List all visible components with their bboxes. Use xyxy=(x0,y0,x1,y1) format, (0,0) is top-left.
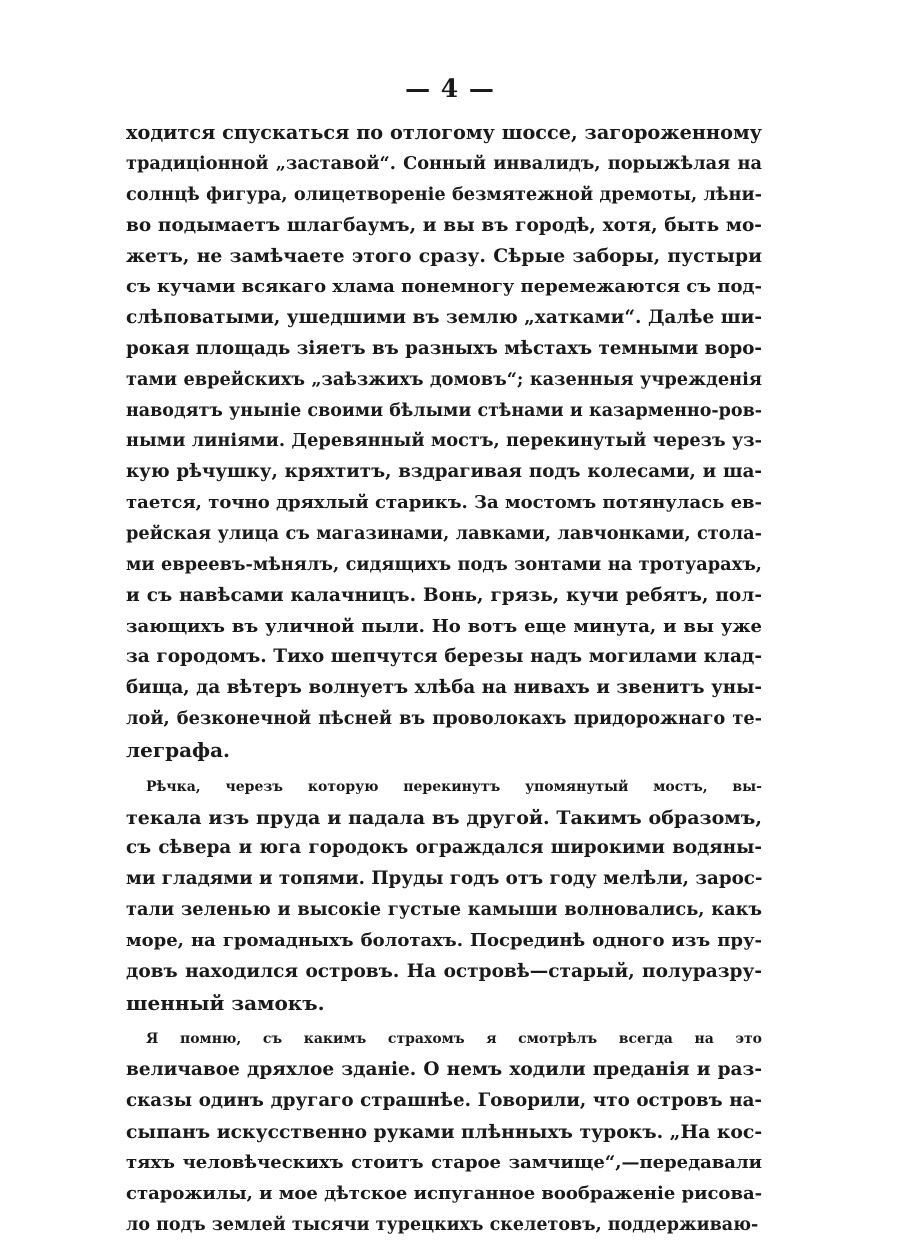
text-line: традиціонной „заставой“. Сонный инвалидъ, порыжѣлая на xyxy=(126,152,762,174)
text-line: съ сѣвера и юга городокъ ограждался широкими водяны- xyxy=(126,837,762,859)
text-line: море, на громадныхъ болотахъ. Посрединѣ одного изъ пру- xyxy=(126,929,762,951)
text-line: лой, безконечной пѣсней въ проволокахъ придорожнаго те- xyxy=(126,708,762,730)
text-line: солнцѣ фигура, олицетвореніе безмятежной дремоты, лѣни- xyxy=(126,183,762,205)
text-line: величавое дряхлое зданіе. О немъ ходили преданія и раз- xyxy=(126,1059,762,1081)
text-line: текала изъ пруда и падала въ другой. Такимъ образомъ, xyxy=(126,806,762,829)
text-line: тали зеленью и высокіе густые камыши волновались, какъ xyxy=(126,899,762,921)
paragraph-3 xyxy=(126,1024,762,1240)
text-line: съ кучами всякаго хлама понемногу перемежаются съ под- xyxy=(126,276,762,298)
text-line: леграфа. xyxy=(126,737,230,762)
text-line: и съ навѣсами калачницъ. Вонь, грязь, кучи ребятъ, пол- xyxy=(126,584,762,606)
text-line: Я помню, съ какимъ страхомъ я смотрѣлъ всегда на это xyxy=(146,1031,762,1048)
text-line: тяхъ человѣческихъ стоитъ старое замчище“,—передавали xyxy=(126,1151,762,1173)
text-line: рокая площадь зіяетъ въ разныхъ мѣстахъ темными воро- xyxy=(126,337,762,359)
paragraph-2 xyxy=(126,772,762,1019)
text-line: за городомъ. Тихо шепчутся березы надъ могилами клад- xyxy=(126,646,762,668)
body-text xyxy=(126,118,762,1246)
text-line: зающихъ въ уличной пыли. Но вотъ еще минута, и вы уже xyxy=(126,615,762,637)
paragraph-1 xyxy=(126,118,762,766)
text-line: Рѣчка, черезъ которую перекинутъ упомянутый мостъ, вы- xyxy=(146,778,762,795)
text-line: тается, точно дряхлый старикъ. За мостомъ потянулась ев- xyxy=(126,492,762,514)
page-number: — 4 — xyxy=(405,74,495,103)
text-line: ходится спускаться по отлогому шоссе, загороженному xyxy=(126,121,762,144)
text-line: слѣповатыми, ушедшими въ землю „хатками“. Далѣе ши- xyxy=(126,307,762,329)
text-line: сказы одинъ другаго страшнѣе. Говорили, что островъ на- xyxy=(126,1090,762,1112)
text-line: ными линіями. Деревянный мостъ, перекинутый черезъ уз- xyxy=(126,430,762,452)
text-line: ми евреевъ-мѣнялъ, сидящихъ подъ зонтами на тротуарахъ, xyxy=(126,553,762,575)
text-line: старожилы, и мое дѣтское испуганное воображеніе рисова- xyxy=(126,1182,763,1204)
text-line: довъ находился островъ. На островѣ—старый, полуразру- xyxy=(126,960,762,982)
text-line: шенный замокъ. xyxy=(126,990,325,1015)
text-line: сыпанъ искусственно руками плѣнныхъ турокъ. „На кос- xyxy=(126,1121,763,1143)
text-line: рейская улица съ магазинами, лавками, лавчонками, стола- xyxy=(126,522,762,544)
text-line: жетъ, не замѣчаете этого сразу. Сѣрые заборы, пустыри xyxy=(126,245,762,268)
text-line: тами еврейскихъ „заѣзжихъ домовъ“; казенныя учрежденія xyxy=(126,368,762,390)
text-line: бища, да вѣтеръ волнуетъ хлѣба на нивахъ и звенитъ уны- xyxy=(126,677,762,699)
text-line: ми гладями и топями. Пруды годъ отъ году мелѣли, зарос- xyxy=(126,868,763,890)
text-line: ло подъ землей тысячи турецкихъ скелетовъ, поддерживаю- xyxy=(126,1214,759,1235)
text-line: кую рѣчушку, кряхтитъ, вздрагивая подъ колесами, и ша- xyxy=(126,461,762,483)
text-line: во подымаетъ шлагбаумъ, и вы въ городѣ, хотя, быть мо- xyxy=(126,214,762,236)
text-line: наводятъ уныніе своими бѣлыми стѣнами и казарменно-ров- xyxy=(126,400,762,421)
